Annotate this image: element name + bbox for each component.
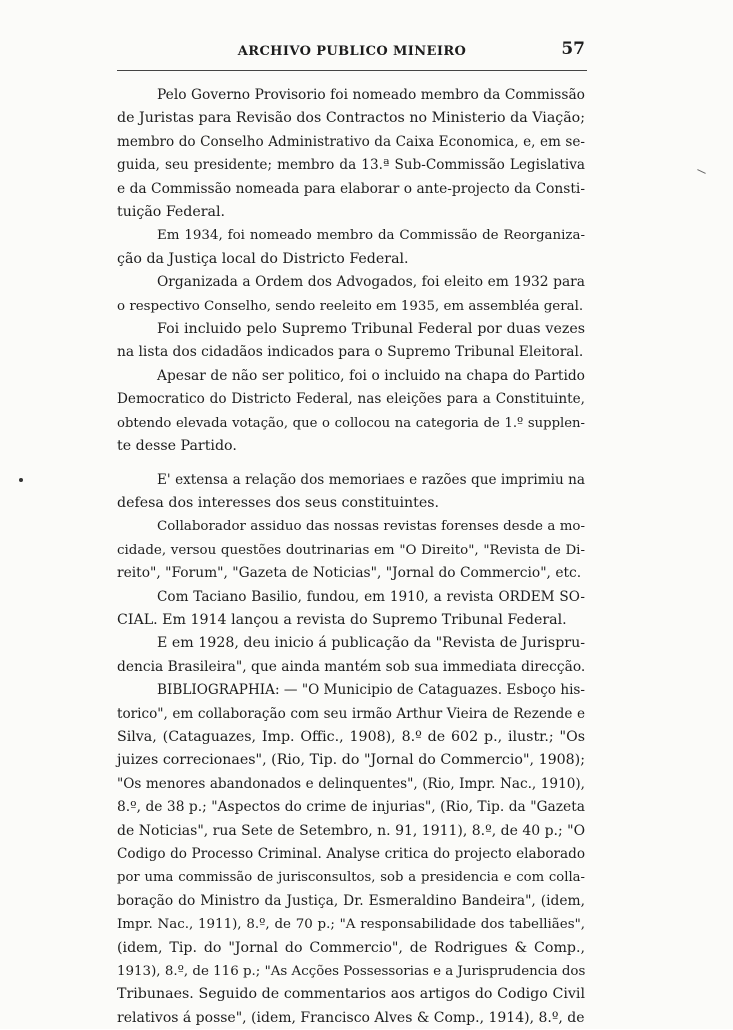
- text-line: Em 1934, foi nomeado membro da Commissão de Reorganiza-: [157, 228, 585, 244]
- text-line: na lista dos cidadãos indicados para o Supremo Tribunal Eleitoral.: [117, 344, 584, 361]
- text-line: relativos á posse", (idem, Francisco Alves & Comp., 1914), 8.º, de: [117, 1009, 585, 1026]
- paragraph: [117, 84, 585, 224]
- paragraph-gap: [117, 459, 585, 469]
- margin-mark: [19, 478, 23, 482]
- text-line: (idem, Tip. do "Jornal do Commercio", de Rodrigues & Comp.,: [117, 939, 585, 956]
- paragraph: [117, 586, 585, 633]
- margin-tick-mark: [697, 169, 706, 174]
- page-number: 57: [561, 39, 585, 59]
- text-line: Codigo do Processo Criminal. Analyse critica do projecto elaborado: [117, 846, 585, 862]
- text-line: Democratico do Districto Federal, nas eleições para a Constituinte,: [117, 391, 585, 408]
- paragraph: [117, 318, 585, 365]
- text-line: E' extensa a relação dos memoriaes e razões que imprimiu na: [157, 471, 585, 488]
- body-text: [117, 84, 585, 1030]
- text-line: dencia Brasileira", que ainda mantém sob sua immediata direcção.: [117, 658, 586, 675]
- text-line: Impr. Nac., 1911), 8.º, de 70 p.; "A responsabilidade dos tabelliães",: [117, 917, 585, 933]
- text-line: "Os menores abandonados e delinquentes", (Rio, Impr. Nac., 1910),: [117, 775, 585, 792]
- text-line: membro do Conselho Administrativo da Caixa Economica, e, em se-: [117, 133, 585, 150]
- text-line: guida, seu presidente; membro da 13.ª Sub-Commissão Legislativa: [117, 157, 585, 174]
- text-line: de Juristas para Revisão dos Contractos no Ministerio da Viação;: [117, 110, 585, 127]
- text-line: CIAL. Em 1914 lançou a revista do Supremo Tribunal Federal.: [117, 611, 567, 628]
- text-line: ção da Justiça local do Districto Federal.: [117, 250, 409, 267]
- running-title: ARCHIVO PUBLICO MINEIRO: [237, 44, 467, 59]
- text-line: juizes correcionaes", (Rio, Tip. do "Jornal do Commercio", 1908);: [117, 752, 585, 769]
- paragraph: [117, 469, 585, 516]
- text-line: torico", em collaboração com seu irmão Arthur Vieira de Rezende e: [117, 705, 585, 722]
- text-line: te desse Partido.: [117, 438, 237, 455]
- paragraph: [117, 679, 585, 1030]
- text-line: Silva, (Cataguazes, Imp. Offic., 1908), 8.º de 602 p., ilustr.; "Os: [117, 728, 585, 745]
- text-line: e da Commissão nomeada para elaborar o ante-projecto da Consti-: [117, 180, 585, 197]
- paragraph: [117, 224, 585, 271]
- text-line: BIBLIOGRAPHIA: — "O Municipio de Cataguazes. Esboço his-: [157, 682, 585, 699]
- text-line: o respectivo Conselho, sendo reeleito em 1935, em assembléa geral.: [117, 298, 584, 314]
- text-line: 8.º, de 38 p.; "Aspectos do crime de injurias", (Rio, Tip. da "Gazeta: [117, 799, 585, 816]
- text-line: defesa dos interesses dos seus constituintes.: [117, 494, 440, 511]
- paragraph: [117, 515, 585, 585]
- text-line: 1913), 8.º, de 116 p.; "As Acções Possessorias e a Jurisprudencia dos: [117, 964, 586, 980]
- text-line: reito", "Forum", "Gazeta de Noticias", "Jornal do Commercio", etc.: [117, 565, 582, 582]
- text-line: Organizada a Ordem dos Advogados, foi eleito em 1932 para: [157, 274, 585, 291]
- text-line: tuição Federal.: [117, 204, 226, 221]
- text-line: E em 1928, deu inicio á publicação da "Revista de Jurispru-: [157, 635, 585, 652]
- text-line: Foi incluido pelo Supremo Tribunal Federal por duas vezes: [157, 321, 585, 338]
- header-rule: [117, 70, 587, 71]
- text-line: Com Taciano Basilio, fundou, em 1910, a revista ORDEM SO-: [157, 588, 585, 605]
- paragraph: [117, 271, 585, 318]
- text-line: Tribunaes. Seguido de commentarios aos artigos do Codigo Civil: [117, 986, 585, 1003]
- text-line: por uma commissão de jurisconsultos, sob a presidencia e com colla-: [117, 870, 585, 886]
- text-line: cidade, versou questões doutrinarias em "O Direito", "Revista de Di-: [117, 542, 585, 558]
- text-line: Collaborador assiduo das nossas revistas forenses desde a mo-: [157, 519, 585, 535]
- paragraph: [117, 365, 585, 459]
- page-header: [117, 38, 587, 68]
- text-line: obtendo elevada votação, que o collocou na categoria de 1.º supplen-: [117, 415, 585, 431]
- text-line: Pelo Governo Provisorio foi nomeado membro da Commissão: [157, 87, 585, 103]
- text-line: de Noticias", rua Sete de Setembro, n. 91, 1911), 8.º, de 40 p.; "O: [117, 822, 586, 839]
- paragraph: [117, 632, 585, 679]
- text-line: Apesar de não ser politico, foi o incluido na chapa do Partido: [157, 367, 585, 384]
- text-line: boração do Ministro da Justiça, Dr. Esmeraldino Bandeira", (idem,: [117, 892, 585, 909]
